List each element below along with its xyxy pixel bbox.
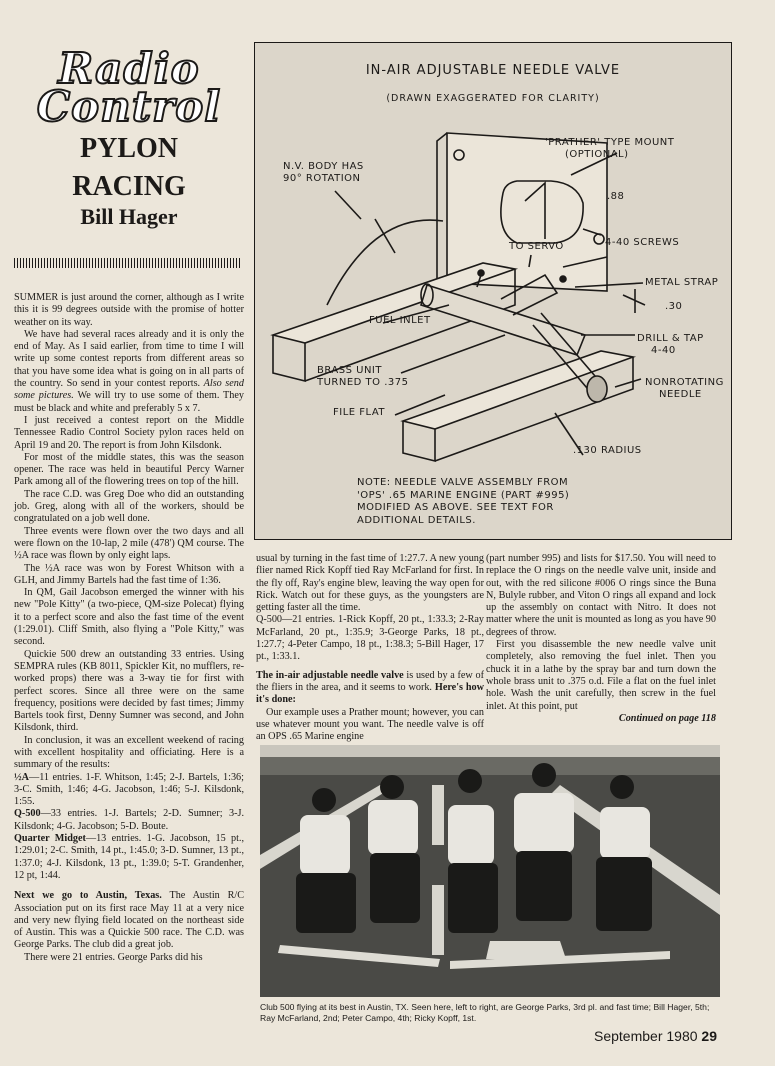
result-halfa: ½A—11 entries. 1-F. Whitson, 1:45; 2-J. Bartels, 1:36; 3-C. Smith, 1:46; 4-G. Jacobson, 1:46; 5-J. Kilsdonk, 1:55. bbox=[14, 771, 244, 808]
photo-caption: Club 500 flying at its best in Austin, TX. Seen here, left to right, are George Parks, 3rd pl. and fast time; Bill Hager, 5th; Ray McFarland, 2nd; Peter Campo, 4th; Ricky Kopff, 1st. bbox=[260, 1002, 710, 1023]
label-strap: METAL STRAP bbox=[645, 277, 719, 288]
needle-valve-diagram bbox=[254, 42, 732, 540]
diagram-drawing bbox=[255, 43, 731, 539]
result-qm: Quarter Midget—13 entries. 1-G. Jacobson, 15 pt., 1:29.01; 2-C. Smith, 14 pt., 1:45.0; 3-D. Sumner, 13 pt., 1:37.0; 4-J. Kilsdonk, 13 pt., 1:39.0; 5-T. Grandenher, 12 pt, 1:44. bbox=[14, 833, 244, 881]
paragraph: First you disassemble the new needle valve unit completely, also removing the fuel inlet. Then you chuck it in a lathe by the spray bar and turn down the whole brass unit to .375 o.d. File a flat on the fuel inlet hole. Wash the unit carefully, then screw in the fuel inlet. At this point, put bbox=[486, 639, 716, 712]
paragraph: For most of the middle states, this was the season opener. The race was held in beautiful Percy Warner Park among all of the flowering trees on top of the hill. bbox=[14, 451, 244, 488]
author-byline: Bill Hager bbox=[80, 204, 178, 229]
label-file-flat: FILE FLAT bbox=[333, 407, 385, 418]
logo-control: Control bbox=[36, 82, 222, 131]
text-column-2 bbox=[256, 553, 484, 743]
paragraph: Q-500—21 entries. 1-Rick Kopff, 20 pt., 1:33.3; 2-Ray McFarland, 20 pt., 1:35.9; 3-George Parks, 18 pt., 1:27.7; 4-Peter Campo, 18 pt., 1:38.3; 5-Bill Hager, 17 pt., 1:33.1. bbox=[256, 614, 484, 663]
paragraph: We have had several races already and it is only the end of May. As I said earlier, from time to time I will write up some contest reports from different areas so that you have some idea what is going on in all parts of the country. So send in your contest reports. Also send some pictures. We will try to use some of them. They must be black and white and preferably 5 x 7. bbox=[14, 328, 244, 414]
paragraph: Quickie 500 drew an outstanding 33 entries. Using SEMPRA rules (KB 8011, Spickler Kit, no mufflers, re-worked props) there was a 3-way tie for first with perfect scores. Since all three were on the same frequency, positions were decided by fast times; Jimmy Bartels took first, Denny Sumner was second, and John Kilsdonk, third. bbox=[14, 648, 244, 734]
label-nonrotating: NONROTATING NEEDLE bbox=[645, 377, 724, 400]
label-drill-tap: DRILL & TAP 4-40 bbox=[637, 333, 704, 356]
result-q500: Q-500—33 entries. 1-J. Bartels; 2-D. Sumner; 3-J. Kilsdonk; 4-G. Jacobson; 5-D. Boute. bbox=[14, 808, 244, 832]
label-brass-unit: BRASS UNIT TURNED TO .375 bbox=[317, 365, 409, 388]
text-column-3 bbox=[486, 553, 716, 725]
paragraph: The race C.D. was Greg Doe who did an outstanding job. Greg, along with all of the workers, should be congratulated on a job well done. bbox=[14, 488, 244, 525]
column-logo bbox=[14, 44, 244, 230]
logo-radio: Radio bbox=[58, 44, 200, 93]
title-pylon: PYLON bbox=[80, 133, 178, 164]
paragraph: In conclusion, it was an excellent weekend of racing with excellent hospitality and officiating. Here is a summary of the results: bbox=[14, 734, 244, 771]
paragraph: usual by turning in the fast time of 1:27.7. A new young flier named Rick Kopff tied Ray McFarland for first. In the fly off, Ray's engine blew, leaving the way open for Rick. Watch out for these guys, as the youngsters are getting faster all the time. bbox=[256, 553, 484, 614]
label-nv-body: N.V. BODY HAS 90° ROTATION bbox=[283, 161, 364, 184]
header-rule bbox=[14, 258, 242, 268]
paragraph: The ½A race was won by Forest Whitson with a GLH, and Jimmy Bartels had the fast time of 1:36. bbox=[14, 562, 244, 586]
paragraph: I just received a contest report on the Middle Tennessee Radio Control Society pylon races held on April 19 and 20. The report is from John Kilsdonk. bbox=[14, 414, 244, 451]
text-column-1 bbox=[14, 292, 244, 964]
diagram-note: NOTE: NEEDLE VALVE ASSEMBLY FROM 'OPS' .65 MARINE ENGINE (PART #995) MODIFIED AS ABOVE. SEE TEXT FOR ADDITIONAL DETAILS. bbox=[357, 477, 570, 526]
paragraph: There were 21 entries. George Parks did his bbox=[24, 951, 203, 963]
photo-image bbox=[260, 745, 720, 997]
paragraph: Next we go to Austin, Texas. The Austin R/C Association put on its first race May 11 at a very nice and very new flying field located on the northeast side of Austin. This was a Quickie 500 race. The C.D. was George Parks. The club did a great job. bbox=[14, 890, 244, 951]
paragraph: Three events were flown over the two days and all were flown on the 10-lap, 2 mile (478') QM course. The ½A race was flown by only eight laps. bbox=[14, 525, 244, 562]
label-fuel-inlet: FUEL INLET bbox=[369, 315, 431, 326]
paragraph: The in-air adjustable needle valve is used by a few of the fliers in the area, and it seems to work. Here's how it's done: bbox=[256, 669, 485, 706]
diagram-title: IN-AIR ADJUSTABLE NEEDLE VALVE bbox=[365, 63, 621, 78]
label-to-servo: TO SERVO bbox=[509, 241, 564, 252]
paragraph: SUMMER is just around the corner, although as I write this it is 99 degrees outside with the promise of hotter weather on its way. bbox=[14, 292, 244, 328]
continued-line: Continued on page 118 bbox=[618, 712, 716, 724]
diagram-subtitle: (DRAWN EXAGGERATED FOR CLARITY) bbox=[386, 93, 600, 104]
label-prather: 'PRATHER' TYPE MOUNT (OPTIONAL) bbox=[545, 137, 675, 160]
paragraph: Our example uses a Prather mount; however, you can use whatever mount you want. The needle valve is off an OPS .65 Marine engine bbox=[256, 706, 484, 743]
paragraph: (part number 995) and lists for $17.50. You will need to replace the O rings on the needle valve unit, inside and out, with the red silicone #006 O rings since the Buna N, Bulyle rubber, and Viton O rings all expand and lock up the assembly on contact with Nitro. It does not matter where the unit is mounted as long as you have 90 degrees of throw. bbox=[486, 553, 716, 638]
group-photo bbox=[260, 745, 720, 997]
page-folio: September 1980 29 bbox=[594, 1028, 717, 1044]
label-radius: .130 RADIUS bbox=[573, 445, 642, 456]
title-racing: RACING bbox=[72, 171, 186, 202]
label-screws: 4-40 SCREWS bbox=[605, 237, 680, 248]
label-dim-30: .30 bbox=[665, 301, 683, 312]
paragraph: In QM, Gail Jacobson emerged the winner with his new "Pole Kitty" (a two-piece, QM-size Polecat) flying it to a perfect score and also the fast time of the event (1:29.01). Cliff Smith, also flying a "Pole Kitty," was second. bbox=[14, 587, 244, 648]
label-dim-88: .88 bbox=[607, 191, 625, 202]
